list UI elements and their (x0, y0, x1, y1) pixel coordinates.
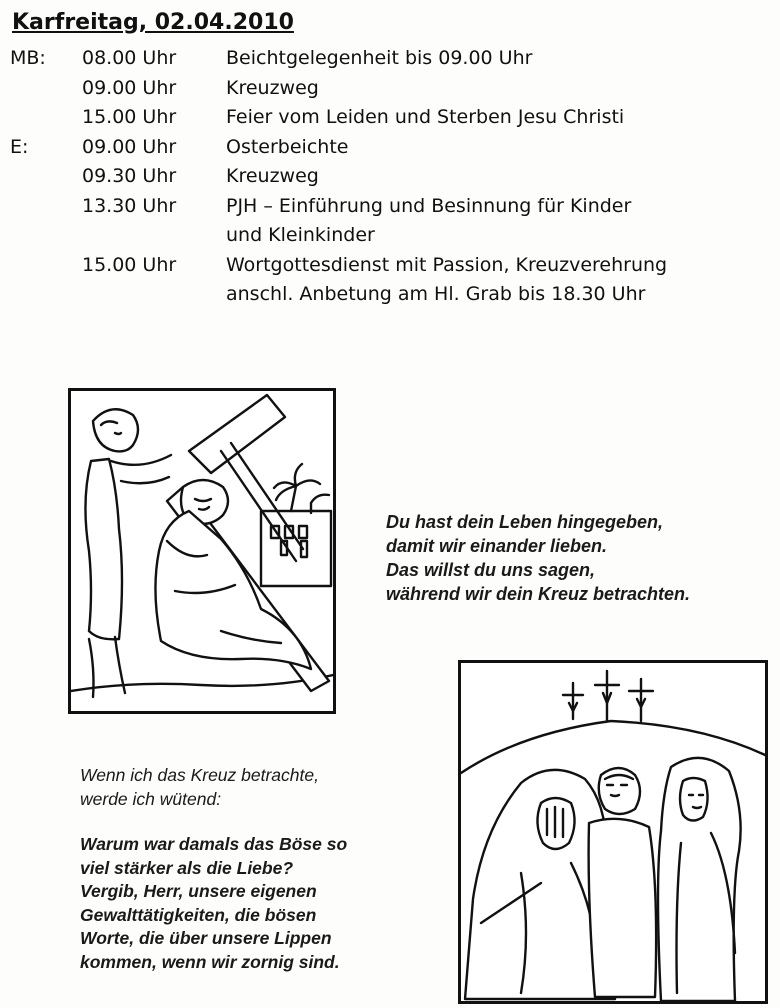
golgotha-illustration (458, 660, 768, 1004)
verse-line: Vergib, Herr, unsere eigenen (80, 881, 317, 901)
verse-prayer-one (386, 510, 690, 606)
schedule-time: 09.30 Uhr (82, 165, 177, 187)
schedule-description: Kreuzweg (226, 165, 319, 187)
verse-line: kommen, wenn wir zornig sind. (80, 951, 340, 972)
schedule-description: PJH – Einführung und Besinnung für Kinder (226, 194, 632, 217)
schedule-row (10, 192, 770, 222)
schedule-time: 15.00 Uhr (82, 106, 177, 128)
verse-line: Warum war damals das Böse so (80, 834, 348, 854)
cross-bearing-illustration (68, 388, 336, 714)
verse-line: Worte, die über unsere Lippen (80, 928, 332, 948)
golgotha-drawing (461, 663, 765, 1001)
schedule-description: Wortgottesdienst mit Passion, Kreuzverehrung (226, 253, 668, 276)
schedule-row (10, 133, 770, 163)
schedule-description: Feier vom Leiden und Sterben Jesu Christi (226, 106, 625, 128)
schedule-row (10, 44, 770, 74)
schedule-list (10, 44, 770, 310)
verse-line: Du hast dein Leben hingegeben, (386, 512, 664, 532)
verse-line: während wir dein Kreuz betrachten. (386, 584, 691, 604)
schedule-row-continuation (10, 280, 770, 310)
page-title: Karfreitag, 02.04.2010 (12, 10, 294, 35)
verse-line: damit wir einander lieben. (386, 536, 608, 556)
schedule-time: 09.00 Uhr (82, 135, 177, 158)
verse-spacer (80, 811, 347, 833)
schedule-row (10, 251, 770, 281)
verse-line: Das willst du uns sagen, (386, 560, 596, 580)
cross-bearing-drawing (71, 391, 333, 711)
schedule-row (10, 74, 770, 104)
verse-line: viel stärker als die Liebe? (80, 857, 294, 878)
schedule-location: E: (10, 135, 29, 158)
schedule-location: MB: (10, 47, 46, 69)
verse-line: werde ich wütend: (80, 788, 222, 809)
schedule-row-continuation (10, 221, 770, 251)
verse-prayer-two (80, 764, 347, 974)
schedule-time: 09.00 Uhr (82, 76, 177, 99)
schedule-row (10, 103, 770, 133)
schedule-description: Osterbeichte (226, 135, 349, 158)
schedule-description: Kreuzweg (226, 76, 319, 99)
schedule-description: und Kleinkinder (226, 224, 375, 246)
schedule-time: 08.00 Uhr (82, 47, 177, 69)
schedule-description: Beichtgelegenheit bis 09.00 Uhr (226, 47, 533, 69)
verse-line: Gewalttätigkeiten, die bösen (80, 904, 317, 925)
schedule-time: 15.00 Uhr (82, 253, 177, 276)
schedule-description: anschl. Anbetung am Hl. Grab bis 18.30 Uhr (226, 283, 646, 305)
schedule-row (10, 162, 770, 192)
verse-line: Wenn ich das Kreuz betrachte, (80, 765, 319, 785)
schedule-time: 13.30 Uhr (82, 194, 177, 217)
